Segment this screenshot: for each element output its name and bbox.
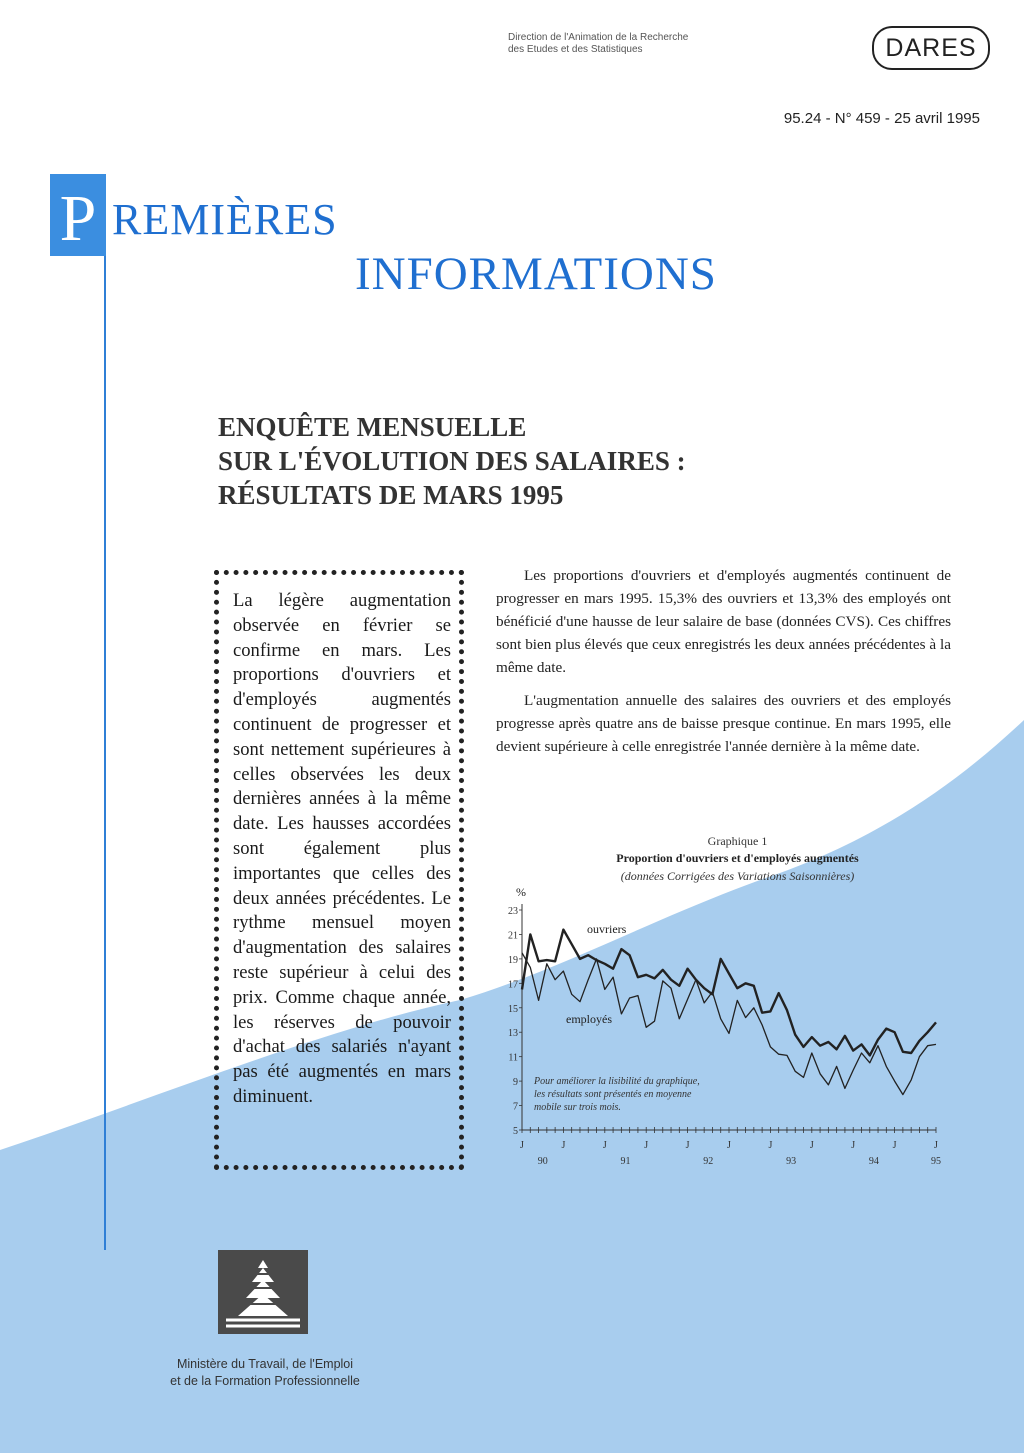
body-paragraph-2: L'augmentation annuelle des salaires des ouvriers et des employés progresse après quatre ans de baisse presque continue. En mars 1995, elle devient supérieure à celle enregistrée l'année dernière à la même date.: [496, 692, 951, 755]
y-tick-label: 13: [508, 1028, 518, 1040]
ministry-line-2: et de la Formation Professionnelle: [170, 1374, 360, 1388]
x-month-label: J: [644, 1140, 649, 1151]
body-paragraph-1: Les proportions d'ouvriers et d'employés augmentés continuent de progresser en mars 1995. 15,3% des ouvriers et 13,3% des employés ont bénéficié d'une hausse de leur salaire de base (données CVS). Ces chiffres sont bien plus élevés que ceux enregistrés les deux années précédentes à la même date.: [496, 567, 951, 676]
salary-chart: [496, 884, 946, 1184]
y-tick-label: 19: [508, 954, 518, 966]
dares-logo: DARES: [872, 26, 990, 70]
chart-label: Graphique 1: [707, 834, 768, 848]
article-headline: [218, 410, 686, 512]
chart-note-line-1: Pour améliorer la lisibilité du graphique,: [534, 1076, 700, 1087]
headline-line-2: SUR L'ÉVOLUTION DES SALAIRES :: [218, 446, 686, 476]
agency-name: [508, 32, 688, 56]
series-label-ouvriers: ouvriers: [587, 922, 627, 936]
chart-note-line-2: les résultats sont présentés en moyenne: [534, 1089, 692, 1100]
x-month-label: J: [727, 1140, 731, 1151]
x-month-label: J: [809, 1140, 814, 1151]
chart-y-unit: %: [516, 885, 526, 899]
chart-note-line-3: mobile sur trois mois.: [534, 1102, 621, 1113]
x-month-label: J: [934, 1140, 938, 1151]
y-tick-label: 21: [508, 930, 518, 942]
issue-number: 95.24 - N° 459 - 25 avril 1995: [783, 110, 980, 127]
x-year-label: 90: [537, 1156, 548, 1167]
series-label-employes: employés: [566, 1012, 612, 1026]
x-year-label: 93: [786, 1156, 797, 1167]
y-tick-label: 7: [513, 1101, 518, 1113]
ministry-line-1: Ministère du Travail, de l'Emploi: [176, 1357, 354, 1371]
x-year-label: 91: [620, 1156, 631, 1167]
x-month-label: J: [561, 1140, 566, 1151]
summary-text: La légère augmentation observée en février se confirme en mars. Les proportions d'ouvriers et d'employés augmentés continuent de progresser et sont nettement supérieures à celles observées les deux dernières années à la même date. Les hausses accordées sont également plus importantes que celles des deux années précédentes. Le rythme mensuel moyen d'augmentation des salaires reste supérieur à celui des prix. Comme chaque année, les réserves de pouvoir d'achat des salariés n'ayant pas été augmentés en mars diminuent.: [233, 590, 451, 1107]
article-body: [496, 564, 951, 768]
masthead-title-2: INFORMATIONS: [355, 248, 717, 300]
x-year-label: 92: [703, 1156, 714, 1167]
headline-line-1: ENQUÊTE MENSUELLE: [218, 412, 527, 442]
agency-line-1: Direction de l'Animation de la Recherche: [508, 32, 689, 43]
chart-title: Proportion d'ouvriers et d'employés augmentés: [616, 851, 859, 865]
x-month-label: J: [768, 1140, 773, 1151]
x-year-label: 94: [868, 1156, 879, 1167]
y-tick-label: 5: [513, 1126, 518, 1137]
y-tick-label: 9: [513, 1077, 518, 1089]
x-month-label: J: [602, 1140, 607, 1151]
masthead-initial: P: [59, 182, 97, 255]
y-tick-label: 17: [508, 979, 518, 991]
masthead-title-1: REMIÈRES: [112, 195, 338, 244]
chart-subtitle: (données Corrigées des Variations Saisonnières): [620, 869, 855, 883]
y-tick-label: 23: [508, 906, 518, 917]
summary-box: [214, 570, 464, 1170]
x-month-label: J: [520, 1140, 524, 1151]
y-tick-label: 11: [508, 1052, 518, 1064]
x-year-label: 95: [931, 1156, 941, 1167]
agency-line-2: des Etudes et des Statistiques: [508, 44, 643, 55]
headline-line-3: RÉSULTATS DE MARS 1995: [218, 480, 564, 510]
y-tick-label: 15: [508, 1003, 518, 1015]
x-month-label: J: [892, 1140, 897, 1151]
ministry-name: [130, 1356, 400, 1390]
ministry-logo: [218, 1250, 308, 1334]
x-month-label: J: [685, 1140, 690, 1151]
accent-rule: [104, 240, 106, 1250]
x-month-label: J: [851, 1140, 856, 1151]
